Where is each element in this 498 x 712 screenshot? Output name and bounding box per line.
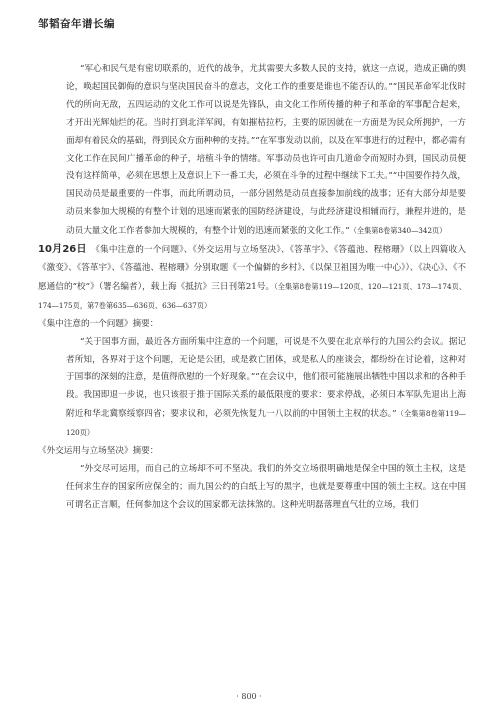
paragraph-text: 《外交运用与立场坚决》摘要： <box>38 446 159 457</box>
summary-heading <box>38 316 466 334</box>
paragraph-text: “外交尽可运用，而自己的立场却不可不坚决。我们的外交立场很明确地是保全中国的领土主权，这是任何求生存的国家所应保全的；而九国公约的白纸上写的黑字，也就是要尊重中国的领土主权。这在中国可谓名正言顺，任何参加这个会议的国家都无法抹煞的。这种光明磊落理直气壮的立场，我们 <box>66 463 466 510</box>
citation: （全集第8卷第119—120页、120—121页、173—174页、174—175页，第7卷第635—636页、636—637页） <box>38 281 467 310</box>
entry-date: 10月26日 <box>38 244 87 256</box>
page-number: · 800 · <box>236 692 262 701</box>
quote-paragraph <box>38 461 466 515</box>
paragraph-text: 《集中注意的一个问题》摘要： <box>38 318 159 329</box>
summary-heading <box>38 443 466 461</box>
quote-paragraph <box>38 334 466 443</box>
chronicle-entry <box>38 241 466 316</box>
page-body <box>38 61 466 515</box>
citation: （全集第8卷第340—342页） <box>349 226 447 236</box>
citation: （全集第8卷第119—120页） <box>66 409 466 438</box>
paragraph-text: “关于国事方面，最近各方面所集中注意的一个问题，可说是不久要在北京举行的九国公约会议。据记者所知，各界对于这个问题，无论是公团，或是救亡团体，或是私人的座谈会，都纷纷在讨论着，这种对于国事的深刻的注意，是值得欣慰的一个好现象。”“在会议中，他们很可能施展出牺牲中国以求和的各种手段。我国即退一步说，也只该很于推于国际关系的最低限度的要求：要求停战，必须日本军队先退出上海附近和华北冀察绥察四省；要求议和，必须先恢复九一八以前的中国领土主权的状态。” <box>66 336 466 420</box>
quote-paragraph <box>38 61 466 241</box>
running-title: 邹韬奋年谱长编 <box>38 18 115 30</box>
paragraph-text: 《集中注意的一个问题》、《外交运用与立场坚决》、《答革宇》、《答蕴池、程榕珊》（以上四篇收入《激变》、《答革宇》、《答蕴池、程榕珊》分别取题《一个偏僻的乡村》、《以保卫祖国为唯一中心》）、《决心》、《不愿通信的“校”》（署名编者），载上海《抵抗》三日刊第21号。 <box>38 245 466 292</box>
paragraph-text: “军心和民气是有密切联系的，近代的战争，尤其需要大多数人民的支持，就这一点说，造成正确的舆论，唤起国民御侮的意识与坚决国民奋斗的意志，文化工作的重要是谁也不能否认的。”“国民革命军北伐时代的所向无敌，五四运动的文化工作可以说是先锋队，由文化工作所传播的种子和革命的军事配合起来，才开出光辉灿烂的花。当时打到北洋军阀，有如摧枯拉朽，主要的原因就在一方面是为民众所拥护，一方面却有着民众的基础，得到民众方面种种的支持。”“在军事发动以前，以及在军事进行的过程中，都必需有文化工作在民间广播革命的种子，培植斗争的情绪。军事动员也许可由几道命令而短时办到，国民动员便没有这样简单，必须在思想上及意识上下一番工夫，必须在斗争的过程中继续下工夫。”“中国要作持久战，国民动员是最重要的一件事，而此所谓动员，一部分固然是动员直接参加前线的战事；还有大部分却是要动员来参加大规模的有整个计划的迅速而紧张的国防经济建设，与此经济建设相辅而行，兼程并进的，是动员大量文化工作者参加大规模的，有整个计划的迅速而紧张的文化工作。” <box>66 64 466 237</box>
